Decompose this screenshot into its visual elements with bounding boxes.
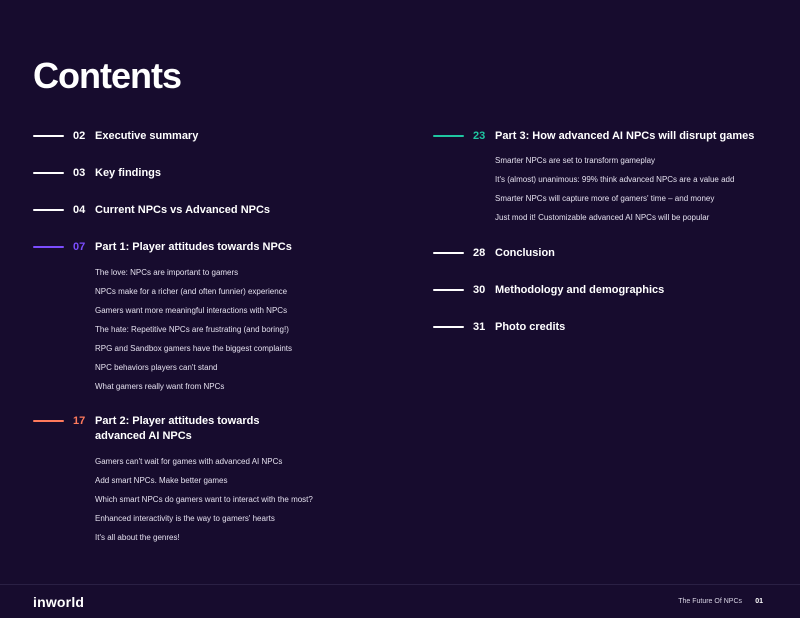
toc-subsections-part-3 [495,156,734,232]
toc-rule [433,326,464,328]
page-title: Contents [33,55,181,96]
toc-rule [33,209,64,211]
toc-rule [433,289,464,291]
toc-label: Part 3: How advanced AI NPCs will disrupt games [495,130,755,142]
toc-page-number: 02 [73,130,86,142]
toc-page-number: 28 [473,247,486,259]
toc-entry-part-1[interactable] [33,240,345,255]
toc-subsection[interactable]: Gamers want more meaningful interactions with NPCs [95,306,288,315]
toc-rule [433,252,464,254]
toc-entry-part-3[interactable] [433,129,795,144]
toc-entry-photo-credits[interactable] [433,320,745,335]
toc-label: Conclusion [495,247,555,259]
toc-entry-part-2[interactable] [33,414,270,444]
toc-subsection[interactable]: It's (almost) unanimous: 99% think advanced NPCs are a value add [495,175,735,184]
toc-page-number: 23 [473,130,486,142]
toc-subsection[interactable]: What gamers really want from NPCs [95,382,225,391]
toc-subsection[interactable]: RPG and Sandbox gamers have the biggest complaints [95,344,293,353]
toc-entry-methodology[interactable] [433,283,745,298]
toc-label: Photo credits [495,321,566,333]
toc-page-number: 07 [73,241,86,253]
toc-subsection[interactable]: Just mod it! Customizable advanced AI NPCs will be popular [495,213,710,222]
toc-label: Executive summary [95,130,199,142]
footer-page-number: 01 [755,598,763,605]
toc-subsection[interactable]: Add smart NPCs. Make better games [95,476,228,485]
toc-subsection[interactable]: The love: NPCs are important to gamers [95,268,239,277]
toc-subsection[interactable]: The hate: Repetitive NPCs are frustrating (and boring!) [95,325,289,334]
toc-subsections-part-2 [95,457,313,552]
toc-page-number: 31 [473,321,486,333]
toc-page-number: 30 [473,284,486,296]
toc-subsection[interactable]: Enhanced interactivity is the way to gamers' hearts [95,514,275,523]
footer-divider [0,584,800,585]
toc-rule [33,135,64,137]
toc-rule-part-1 [33,246,64,248]
toc-subsection[interactable]: Smarter NPCs will capture more of gamers' time – and money [495,194,715,203]
toc-label: Methodology and demographics [495,284,665,296]
toc-subsection[interactable]: It's all about the genres! [95,533,180,542]
toc-label: Part 2: Player attitudes towards advanced AI NPCs [95,415,260,442]
toc-entry-conclusion[interactable] [433,246,745,261]
footer-document-name: The Future Of NPCs [678,598,742,605]
toc-entry-executive-summary[interactable] [33,129,345,144]
toc-entry-current-vs-advanced[interactable] [33,203,345,218]
toc-rule [33,172,64,174]
toc-page-number: 03 [73,167,86,179]
toc-entry-key-findings[interactable] [33,166,345,181]
toc-page-number: 17 [73,415,86,427]
inworld-logo: inworld [33,594,85,610]
toc-page-number: 04 [73,204,86,216]
toc-label: Key findings [95,167,162,179]
toc-subsection[interactable]: Smarter NPCs are set to transform gameplay [495,156,656,165]
toc-label: Current NPCs vs Advanced NPCs [95,204,271,216]
toc-subsection[interactable]: Which smart NPCs do gamers want to interact with the most? [95,495,313,504]
toc-subsection[interactable]: Gamers can't wait for games with advanced AI NPCs [95,457,283,466]
toc-rule-part-2 [33,420,64,422]
toc-subsection[interactable]: NPC behaviors players can't stand [95,363,218,372]
toc-subsections-part-1 [95,268,292,401]
toc-label: Part 1: Player attitudes towards NPCs [95,241,292,253]
toc-subsection[interactable]: NPCs make for a richer (and often funnier) experience [95,287,288,296]
toc-rule-part-3 [433,135,464,137]
